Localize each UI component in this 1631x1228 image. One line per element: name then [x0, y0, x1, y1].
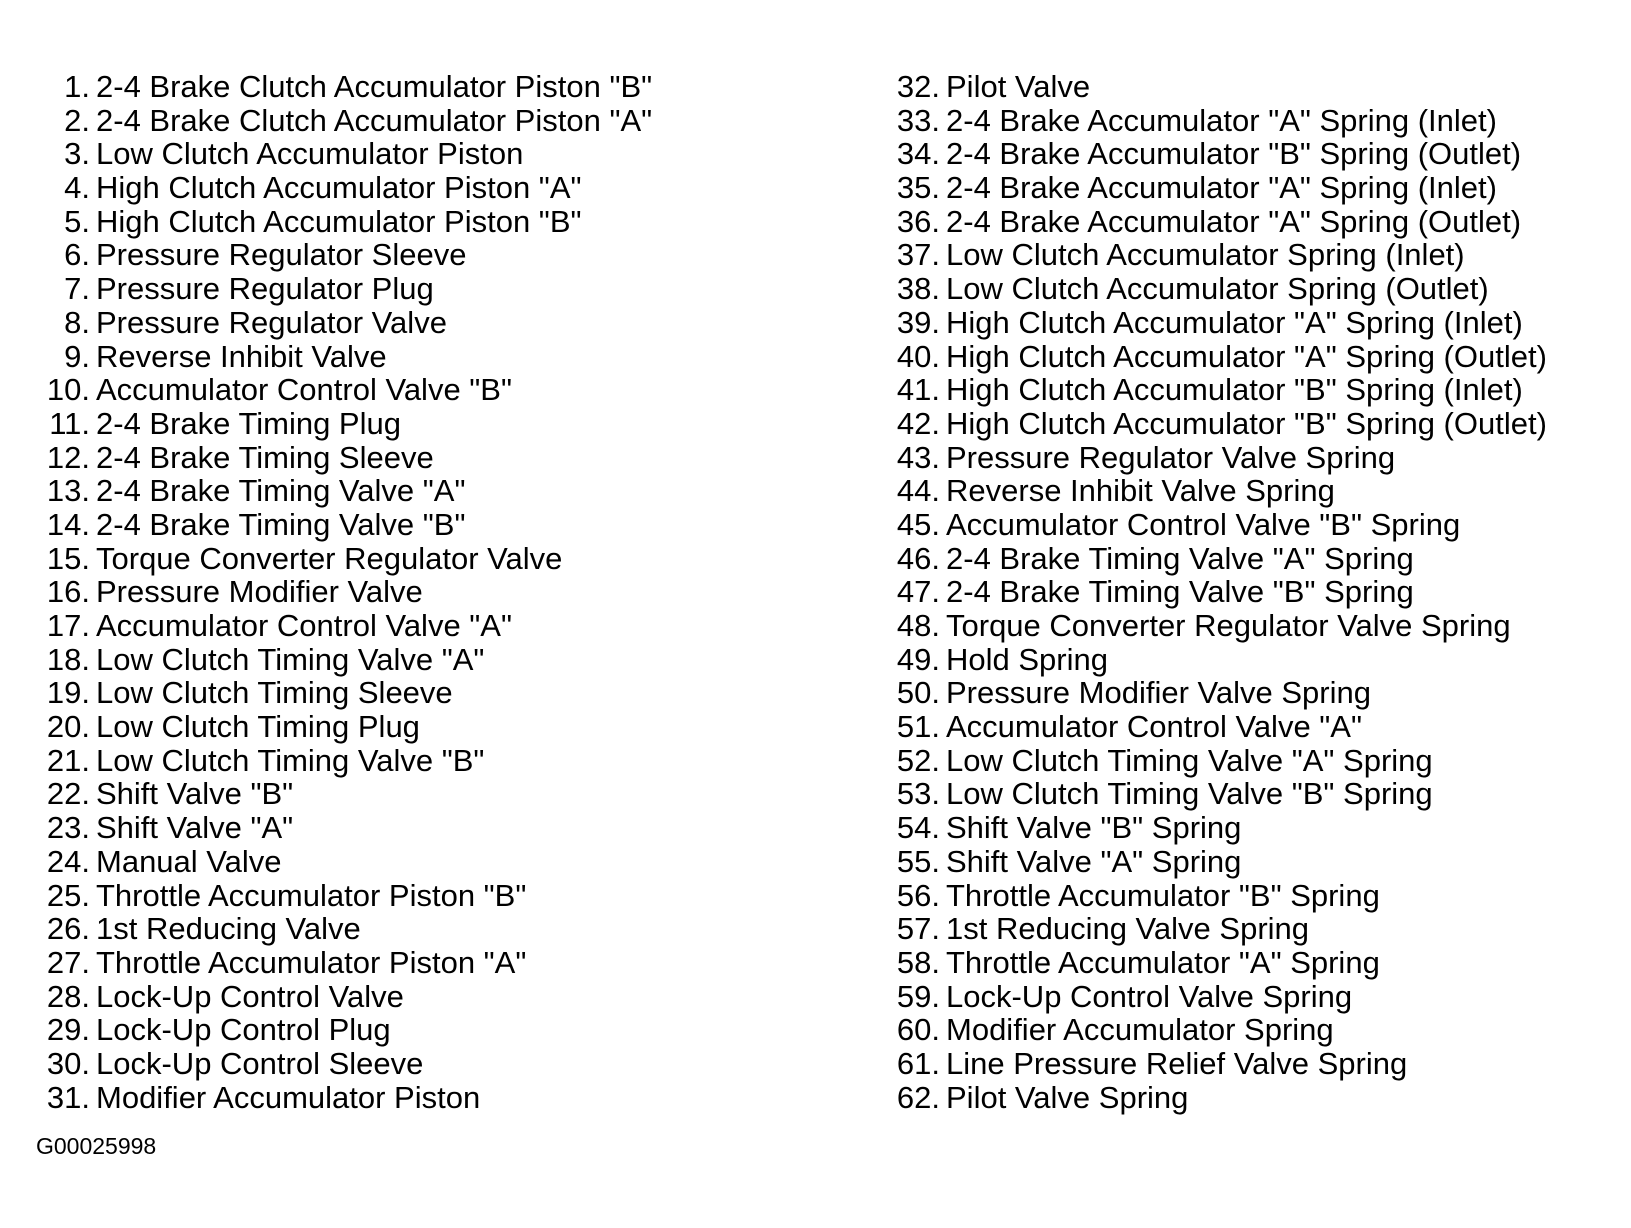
legend-item — [890, 205, 1620, 239]
legend-item-label: Low Clutch Timing Valve "B" — [96, 742, 485, 778]
legend-item — [40, 1081, 840, 1115]
legend-item-label: High Clutch Accumulator "B" Spring (Outlet) — [946, 405, 1547, 441]
legend-item-label: Reverse Inhibit Valve — [96, 338, 387, 374]
legend-item — [40, 171, 840, 205]
legend-item-label: Low Clutch Accumulator Spring (Inlet) — [946, 237, 1465, 273]
legend-item-number: 19. — [46, 675, 90, 711]
legend-item — [890, 777, 1620, 811]
legend-item-label: Lock-Up Control Valve — [96, 978, 404, 1014]
legend-item-number: 29. — [46, 1012, 90, 1048]
legend-item-number: 17. — [46, 608, 90, 643]
legend-item-label: 2-4 Brake Timing Valve "A" Spring — [946, 540, 1414, 576]
legend-item-number: 24. — [46, 843, 90, 879]
legend-item-number: 37. — [896, 237, 940, 273]
legend-item-label: High Clutch Accumulator "A" Spring (Inlet) — [946, 304, 1523, 340]
legend-item-number: 50. — [896, 675, 940, 711]
legend-item-number: 26. — [46, 911, 90, 947]
legend-item — [890, 508, 1620, 542]
legend-item — [40, 1047, 840, 1081]
legend-item-label: Modifier Accumulator Piston — [96, 1079, 481, 1115]
legend-item-number: 14. — [46, 506, 90, 542]
legend-item — [40, 980, 840, 1014]
legend-item-label: Torque Converter Regulator Valve — [96, 540, 563, 576]
legend-item — [890, 575, 1620, 609]
legend-item-number: 40. — [896, 338, 940, 374]
legend-item-number: 12. — [46, 439, 90, 475]
legend-item-label: 2-4 Brake Clutch Accumulator Piston "A" — [96, 102, 653, 138]
legend-item-label: Throttle Accumulator Piston "A" — [96, 944, 527, 980]
legend-item-label: 2-4 Brake Timing Valve "B" Spring — [946, 574, 1414, 610]
legend-item-number: 6. — [64, 237, 90, 273]
legend-item-label: 1st Reducing Valve — [96, 911, 361, 947]
legend-item-number: 34. — [896, 136, 940, 172]
legend-item-number: 51. — [896, 709, 940, 745]
legend-item — [40, 205, 840, 239]
legend-item-number: 55. — [896, 843, 940, 879]
legend-item-number: 60. — [896, 1012, 940, 1048]
legend-item-label: Pressure Regulator Plug — [96, 271, 434, 307]
legend-item-number: 35. — [896, 170, 940, 206]
legend-item-number: 38. — [896, 271, 940, 307]
legend-item-number: 47. — [896, 574, 940, 610]
legend-item-number: 16. — [46, 574, 90, 610]
legend-item-label: Low Clutch Timing Plug — [96, 709, 420, 745]
legend-item-label: 2-4 Brake Accumulator "B" Spring (Outlet) — [946, 136, 1522, 172]
legend-item-label: Pilot Valve — [946, 69, 1091, 104]
legend-item — [890, 340, 1620, 374]
legend-item-label: Lock-Up Control Plug — [96, 1012, 391, 1048]
legend-item-number: 21. — [46, 742, 90, 778]
legend-item-number: 39. — [896, 304, 940, 340]
legend-item — [890, 373, 1620, 407]
legend-item — [40, 542, 840, 576]
legend-item-number: 62. — [896, 1079, 940, 1115]
legend-item-number: 33. — [896, 102, 940, 138]
legend-item — [40, 609, 840, 643]
legend-item-label: Low Clutch Timing Valve "A" — [96, 641, 485, 677]
legend-item — [890, 441, 1620, 475]
legend-item-number: 36. — [896, 203, 940, 239]
legend-item — [890, 643, 1620, 677]
legend-item-label: Lock-Up Control Sleeve — [96, 1045, 424, 1081]
legend-item — [40, 777, 840, 811]
legend-item — [40, 811, 840, 845]
legend-item — [40, 441, 840, 475]
legend-item — [890, 137, 1620, 171]
legend-item-number: 18. — [46, 641, 90, 677]
legend-item-label: Throttle Accumulator Piston "B" — [96, 877, 527, 913]
legend-item-label: Pressure Modifier Valve — [96, 574, 423, 610]
legend-item-label: Reverse Inhibit Valve Spring — [946, 473, 1335, 509]
legend-item-number: 9. — [64, 338, 90, 374]
legend-item — [40, 306, 840, 340]
legend-item-number: 43. — [896, 439, 940, 475]
legend-item — [890, 744, 1620, 778]
legend-column-right — [890, 70, 1620, 1114]
legend-item-number: 61. — [896, 1045, 940, 1081]
legend-item-label: Torque Converter Regulator Valve Spring — [946, 608, 1511, 643]
legend-item-label: Throttle Accumulator "A" Spring — [946, 944, 1380, 980]
legend-item-label: Pilot Valve Spring — [946, 1079, 1189, 1115]
legend-item-label: 2-4 Brake Timing Valve "A" — [96, 473, 466, 509]
legend-item — [40, 879, 840, 913]
legend-item-label: High Clutch Accumulator Piston "A" — [96, 170, 582, 206]
legend-item-number: 10. — [46, 372, 90, 408]
legend-item — [890, 1013, 1620, 1047]
legend-item-label: 2-4 Brake Clutch Accumulator Piston "B" — [96, 69, 653, 104]
legend-item-label: Low Clutch Timing Valve "A" Spring — [946, 742, 1433, 778]
legend-item — [890, 676, 1620, 710]
legend-item-number: 22. — [46, 776, 90, 812]
legend-item-label: Low Clutch Accumulator Spring (Outlet) — [946, 271, 1489, 307]
legend-item — [890, 104, 1620, 138]
legend-item-number: 2. — [64, 102, 90, 138]
legend-item — [40, 272, 840, 306]
legend-item — [890, 474, 1620, 508]
legend-item-number: 58. — [896, 944, 940, 980]
legend-item-number: 23. — [46, 810, 90, 846]
legend-item — [40, 676, 840, 710]
legend-item — [890, 811, 1620, 845]
legend-item — [890, 912, 1620, 946]
legend-item-label: Shift Valve "B" — [96, 776, 294, 812]
legend-item — [40, 373, 840, 407]
legend-item-number: 46. — [896, 540, 940, 576]
legend-item-number: 56. — [896, 877, 940, 913]
legend-item-label: Accumulator Control Valve "A" — [946, 709, 1362, 745]
legend-item — [890, 879, 1620, 913]
legend-item — [890, 238, 1620, 272]
legend-item-number: 53. — [896, 776, 940, 812]
legend-item-label: Low Clutch Accumulator Piston — [96, 136, 524, 172]
legend-item-label: Pressure Modifier Valve Spring — [946, 675, 1371, 711]
legend-item-number: 49. — [896, 641, 940, 677]
legend-item-label: High Clutch Accumulator Piston "B" — [96, 203, 582, 239]
legend-item-label: Shift Valve "A" — [96, 810, 294, 846]
legend-item — [40, 1013, 840, 1047]
legend-item-number: 1. — [64, 69, 90, 104]
legend-item-number: 59. — [896, 978, 940, 1014]
legend-item — [890, 710, 1620, 744]
legend-item-number: 20. — [46, 709, 90, 745]
legend-item-label: 2-4 Brake Timing Plug — [96, 405, 401, 441]
legend-item — [40, 474, 840, 508]
legend-item-label: 2-4 Brake Accumulator "A" Spring (Outlet) — [946, 203, 1522, 239]
legend-item — [890, 306, 1620, 340]
legend-item-number: 30. — [46, 1045, 90, 1081]
legend-item — [40, 238, 840, 272]
legend-item-label: High Clutch Accumulator "B" Spring (Inlet) — [946, 372, 1523, 408]
legend-item-number: 25. — [46, 877, 90, 913]
legend-item-label: Low Clutch Timing Sleeve — [96, 675, 453, 711]
legend-item-label: Pressure Regulator Sleeve — [96, 237, 467, 273]
legend-item — [40, 710, 840, 744]
legend-column-left — [40, 70, 840, 1114]
legend-item-label: 1st Reducing Valve Spring — [946, 911, 1310, 947]
legend-item — [40, 407, 840, 441]
legend-item-label: 2-4 Brake Accumulator "A" Spring (Inlet) — [946, 102, 1497, 138]
legend-item-number: 4. — [64, 170, 90, 206]
legend-item — [890, 980, 1620, 1014]
legend-item-number: 41. — [896, 372, 940, 408]
legend-item-number: 3. — [64, 136, 90, 172]
legend-item-number: 13. — [46, 473, 90, 509]
legend-item — [890, 407, 1620, 441]
legend-item-number: 27. — [46, 944, 90, 980]
legend-item-label: 2-4 Brake Accumulator "A" Spring (Inlet) — [946, 170, 1497, 206]
legend-item — [890, 542, 1620, 576]
legend-item-number: 8. — [64, 304, 90, 340]
legend-item-label: High Clutch Accumulator "A" Spring (Outlet) — [946, 338, 1547, 374]
legend-item-number: 44. — [896, 473, 940, 509]
legend-item-label: Manual Valve — [96, 843, 282, 879]
legend-item-number: 54. — [896, 810, 940, 846]
legend-item-number: 52. — [896, 742, 940, 778]
legend-item-number: 48. — [896, 608, 940, 643]
legend-item-label: Throttle Accumulator "B" Spring — [946, 877, 1380, 913]
legend-item-number: 28. — [46, 978, 90, 1014]
legend-item — [40, 946, 840, 980]
legend-item — [40, 340, 840, 374]
legend-item-label: Hold Spring — [946, 641, 1108, 677]
legend-item — [40, 643, 840, 677]
legend-item — [40, 104, 840, 138]
legend-item-number: 31. — [46, 1079, 90, 1115]
legend-item-number: 32. — [896, 69, 940, 104]
legend-item-label: Accumulator Control Valve "B" — [96, 372, 512, 408]
legend-item — [890, 609, 1620, 643]
legend-item — [890, 1047, 1620, 1081]
legend-item — [40, 70, 840, 104]
legend-item — [890, 845, 1620, 879]
legend-item-number: 15. — [46, 540, 90, 576]
legend-item — [40, 744, 840, 778]
legend-item-number: 11. — [49, 405, 90, 441]
legend-item-label: Low Clutch Timing Valve "B" Spring — [946, 776, 1433, 812]
legend-item-number: 45. — [896, 506, 940, 542]
legend-item-label: Modifier Accumulator Spring — [946, 1012, 1334, 1048]
legend-item — [890, 272, 1620, 306]
legend-item — [890, 1081, 1620, 1115]
legend-item-label: Pressure Regulator Valve — [96, 304, 447, 340]
legend-item-label: Shift Valve "B" Spring — [946, 810, 1242, 846]
legend-item-label: Accumulator Control Valve "B" Spring — [946, 506, 1461, 542]
legend-item — [40, 575, 840, 609]
legend-item-number: 5. — [64, 203, 90, 239]
legend-item — [890, 171, 1620, 205]
legend-item-number: 57. — [896, 911, 940, 947]
legend-item — [40, 912, 840, 946]
legend-item — [890, 946, 1620, 980]
legend-item-label: Lock-Up Control Valve Spring — [946, 978, 1353, 1014]
legend-item-number: 7. — [64, 271, 90, 307]
legend-item-label: Shift Valve "A" Spring — [946, 843, 1242, 879]
legend-item — [40, 508, 840, 542]
legend-item-label: Accumulator Control Valve "A" — [96, 608, 512, 643]
legend-item-label: 2-4 Brake Timing Valve "B" — [96, 506, 466, 542]
legend-item-label: Line Pressure Relief Valve Spring — [946, 1045, 1408, 1081]
legend-item — [40, 137, 840, 171]
figure-id: G00025998 — [36, 1133, 157, 1159]
legend-item — [890, 70, 1620, 104]
legend-item-label: Pressure Regulator Valve Spring — [946, 439, 1396, 475]
legend-item-label: 2-4 Brake Timing Sleeve — [96, 439, 434, 475]
legend-item-number: 42. — [896, 405, 940, 441]
legend-item — [40, 845, 840, 879]
